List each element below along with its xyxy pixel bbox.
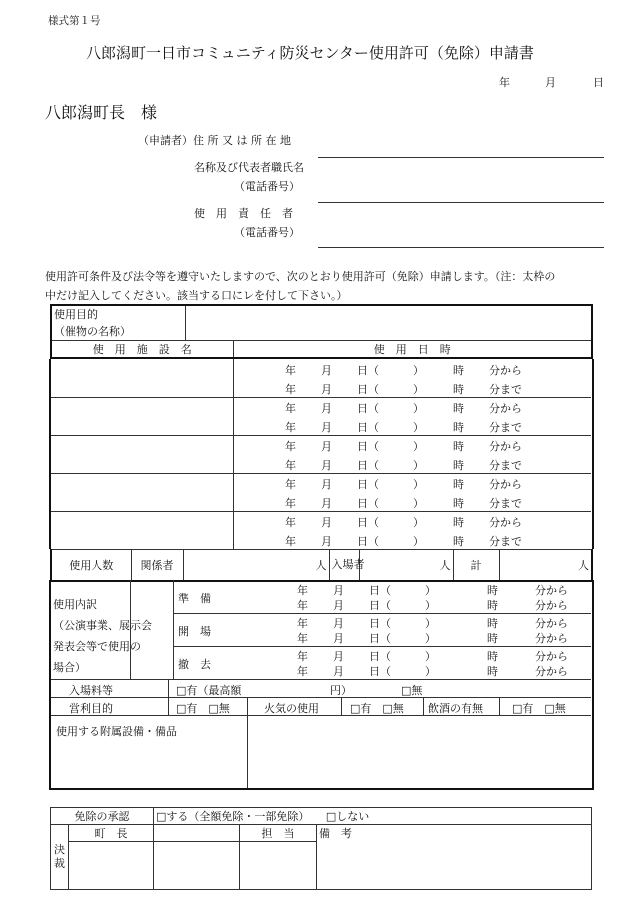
person-line bbox=[318, 247, 604, 248]
datetime-row: 年 月 日（ ） 時 分から bbox=[285, 364, 522, 377]
form-title: 八郎潟町一日市コミュニティ防災センター使用許可（免除）申請書 bbox=[86, 44, 534, 62]
breakdown-datetime: 年 月 日（ ） 時 分から bbox=[297, 617, 568, 630]
fee-yes[interactable]: □有（最高額 bbox=[176, 684, 242, 697]
date-day: 日 bbox=[593, 76, 604, 89]
staff-label: 担 当 bbox=[240, 825, 317, 842]
profit-label: 営利目的 bbox=[69, 702, 113, 715]
mayor-seal[interactable] bbox=[69, 842, 154, 890]
blank-header bbox=[154, 825, 240, 842]
applicant-phone2-label: （電話番号） bbox=[234, 226, 300, 239]
blank-seal[interactable] bbox=[154, 842, 240, 890]
breakdown-1-label: 開 場 bbox=[178, 625, 211, 638]
name-line bbox=[318, 202, 604, 203]
datetime-row: 年 月 日（ ） 時 分まで bbox=[285, 535, 522, 548]
breakdown-datetime: 年 月 日（ ） 時 分から bbox=[297, 632, 568, 645]
remarks-cell[interactable] bbox=[317, 825, 592, 890]
approval-table bbox=[50, 807, 592, 890]
exempt-options[interactable] bbox=[154, 808, 592, 825]
datetime-header: 使 用 日 時 bbox=[233, 340, 592, 358]
exempt-no-option: □しない bbox=[325, 810, 370, 823]
breakdown-datetime: 年 月 日（ ） 時 分から bbox=[297, 584, 568, 597]
decision-label: 決 裁 bbox=[51, 825, 69, 890]
exempt-label: 免除の承認 bbox=[51, 808, 154, 825]
notice-line1: 使用許可条件及び法令等を遵守いたしますので、次のとおり使用許可（免除）申請します。（注：太枠の bbox=[45, 270, 556, 283]
breakdown-2-label: 撤 去 bbox=[178, 658, 211, 671]
application-table bbox=[50, 304, 593, 359]
datetime-row: 年 月 日（ ） 時 分から bbox=[285, 516, 522, 529]
related-count[interactable] bbox=[183, 550, 329, 581]
purpose-field[interactable] bbox=[185, 305, 592, 340]
application-table-lower bbox=[50, 549, 593, 582]
applicant-name-label: 名称及び代表者職氏名 bbox=[194, 161, 304, 174]
form-number: 様式第１号 bbox=[48, 15, 101, 27]
facility-header: 使 用 施 設 名 bbox=[51, 340, 233, 358]
notice-line2: 中だけ記入してください。該当する口にレを付して下さい。） bbox=[45, 289, 348, 302]
profit-options[interactable]: □有 □無 bbox=[176, 702, 230, 715]
person-label: 使 用 責 任 者 bbox=[194, 207, 293, 220]
applicant-phone1-label: （電話番号） bbox=[234, 180, 300, 193]
alcohol-options[interactable]: □有 □無 bbox=[512, 702, 566, 715]
purpose-label: 使用目的 bbox=[51, 305, 185, 322]
equipment-label: 使用する附属設備・備品 bbox=[56, 725, 177, 738]
breakdown-datetime: 年 月 日（ ） 時 分から bbox=[297, 665, 568, 678]
datetime-row: 年 月 日（ ） 時 分まで bbox=[285, 383, 522, 396]
breakdown-datetime: 年 月 日（ ） 時 分から bbox=[297, 599, 568, 612]
count-label: 使用人数 bbox=[51, 550, 131, 581]
date-year: 年 bbox=[499, 76, 510, 89]
date-month: 月 bbox=[545, 76, 556, 89]
datetime-row: 年 月 日（ ） 時 分から bbox=[285, 478, 522, 491]
breakdown-datetime: 年 月 日（ ） 時 分から bbox=[297, 650, 568, 663]
fire-options[interactable]: □有 □無 bbox=[350, 702, 404, 715]
fee-label: 入場料等 bbox=[69, 684, 113, 697]
staff-seal[interactable] bbox=[240, 842, 317, 890]
breakdown-0-label: 準 備 bbox=[178, 592, 211, 605]
alcohol-label: 飲酒の有無 bbox=[428, 702, 483, 715]
datetime-row: 年 月 日（ ） 時 分から bbox=[285, 440, 522, 453]
exempt-yes-option: □する（全額免除・一部免除） bbox=[156, 810, 304, 823]
fee-yen: 円） bbox=[330, 684, 352, 697]
datetime-row: 年 月 日（ ） 時 分から bbox=[285, 402, 522, 415]
address-line bbox=[318, 157, 604, 158]
datetime-row: 年 月 日（ ） 時 分まで bbox=[285, 497, 522, 510]
mayor-label: 町 長 bbox=[69, 825, 154, 842]
total-label: 計 bbox=[453, 550, 499, 581]
attendee-count[interactable]: 人 bbox=[359, 550, 453, 581]
fire-label: 火気の使用 bbox=[264, 702, 319, 715]
related-label: 関係者 bbox=[131, 550, 183, 581]
person-unit: 人 bbox=[315, 558, 327, 572]
addressee: 八郎潟町長 様 bbox=[45, 103, 158, 122]
remarks-label: 備 考 bbox=[319, 827, 352, 840]
fee-no[interactable]: □無 bbox=[401, 684, 423, 697]
applicant-address-label: （申請者）住 所 又 は 所 在 地 bbox=[138, 134, 291, 147]
purpose-sublabel: （催物の名称） bbox=[51, 322, 185, 340]
datetime-row: 年 月 日（ ） 時 分まで bbox=[285, 421, 522, 434]
total-count[interactable]: 人 bbox=[499, 550, 592, 581]
attendee-label: 入場者 bbox=[329, 550, 359, 581]
datetime-row: 年 月 日（ ） 時 分まで bbox=[285, 459, 522, 472]
breakdown-label: 使用内訳 （公演事業、展示会 発表会等で使用の 場合） bbox=[53, 598, 152, 674]
